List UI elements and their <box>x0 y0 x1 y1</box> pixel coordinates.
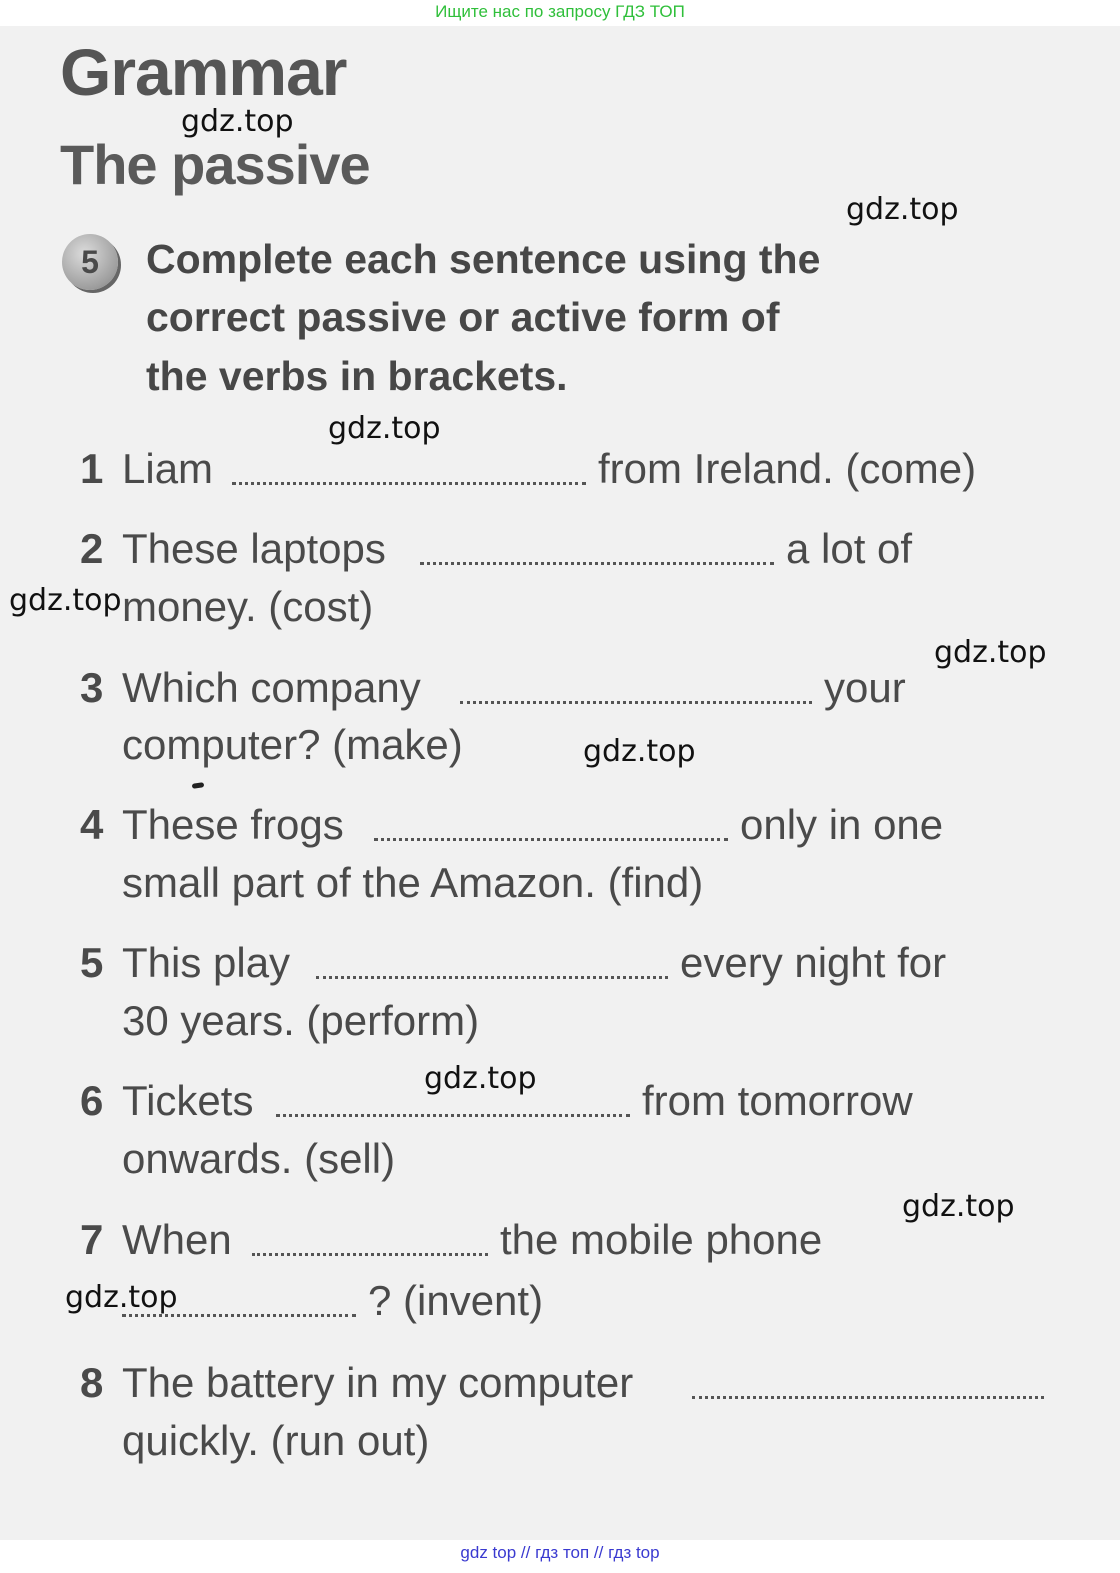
watermark: gdz.top <box>583 734 696 769</box>
exercise-item-3-continued <box>0 717 1120 773</box>
section-title: Grammar <box>60 35 347 109</box>
item-text-before: Tickets <box>122 1077 254 1124</box>
exercise-item-8-continued <box>0 1413 1120 1469</box>
exercise-item-8 <box>0 1355 1120 1411</box>
exercise-item-4 <box>0 797 1120 853</box>
watermark: gdz.top <box>9 583 122 618</box>
item-text: quickly. (run out) <box>122 1417 430 1464</box>
item-text-after: the mobile phone <box>500 1216 823 1263</box>
item-text-after: a lot of <box>786 525 913 572</box>
section-subtitle: The passive <box>60 133 370 196</box>
bottom-banner[interactable]: gdz top // гдз топ // гдз top <box>0 1540 1120 1573</box>
answer-blank[interactable] <box>232 479 586 485</box>
item-text-before: This play <box>122 939 291 986</box>
instruction-line: correct passive or active form of <box>146 294 780 340</box>
item-text-after: only in one <box>740 801 944 848</box>
item-text-before: These frogs <box>122 801 344 848</box>
answer-blank[interactable] <box>316 973 668 979</box>
item-text-before: The battery in my computer <box>122 1359 634 1406</box>
item-number: 5 <box>80 939 104 986</box>
instruction-line: the verbs in brackets. <box>146 353 568 399</box>
exercise-number-badge: 5 <box>62 234 118 290</box>
item-text-before: When <box>122 1216 232 1263</box>
watermark: gdz.top <box>902 1189 1015 1224</box>
pen-mark <box>192 782 205 789</box>
answer-blank[interactable] <box>252 1250 488 1256</box>
item-text-after: your <box>824 664 906 711</box>
item-number: 3 <box>80 664 104 711</box>
watermark: gdz.top <box>846 192 959 227</box>
item-text-after: from tomorrow <box>642 1077 913 1124</box>
exercise-item-2 <box>0 521 1120 577</box>
item-number: 2 <box>80 525 104 572</box>
item-text-after: every night for <box>680 939 947 986</box>
exercise-item-1 <box>0 441 1120 497</box>
item-text-after: from Ireland. (come) <box>598 445 977 492</box>
watermark: gdz.top <box>934 635 1047 670</box>
item-text-after: ? (invent) <box>368 1277 544 1324</box>
item-text: small part of the Amazon. (find) <box>122 859 704 906</box>
watermark: gdz.top <box>181 104 294 139</box>
item-text: money. (cost) <box>122 583 374 630</box>
item-text: 30 years. (perform) <box>122 997 480 1044</box>
answer-blank[interactable] <box>460 698 812 704</box>
top-banner[interactable]: Ищите нас по запросу ГДЗ ТОП <box>0 0 1120 26</box>
item-number: 6 <box>80 1077 104 1124</box>
exercise-item-6-continued <box>0 1131 1120 1187</box>
instruction-line: Complete each sentence using the <box>146 236 821 282</box>
item-text-before: These laptops <box>122 525 386 572</box>
watermark: gdz.top <box>328 411 441 446</box>
item-number: 4 <box>80 801 104 848</box>
exercise-item-5 <box>0 935 1120 991</box>
exercise-item-4-continued <box>0 855 1120 911</box>
answer-blank[interactable] <box>420 559 774 565</box>
answer-blank[interactable] <box>374 835 728 841</box>
answer-blank[interactable] <box>276 1111 630 1117</box>
answer-blank[interactable] <box>692 1393 1044 1399</box>
item-number: 8 <box>80 1359 104 1406</box>
item-text-before: Liam <box>122 445 214 492</box>
item-number: 7 <box>80 1216 104 1263</box>
exercise-item-5-continued <box>0 993 1120 1049</box>
watermark: gdz.top <box>424 1061 537 1096</box>
item-text: computer? (make) <box>122 721 463 768</box>
watermark: gdz.top <box>65 1280 178 1315</box>
exercise-item-2-continued <box>0 579 1120 635</box>
item-text: onwards. (sell) <box>122 1135 396 1182</box>
item-text-before: Which company <box>122 664 421 711</box>
exercise-item-6 <box>0 1073 1120 1129</box>
item-number: 1 <box>80 445 104 492</box>
